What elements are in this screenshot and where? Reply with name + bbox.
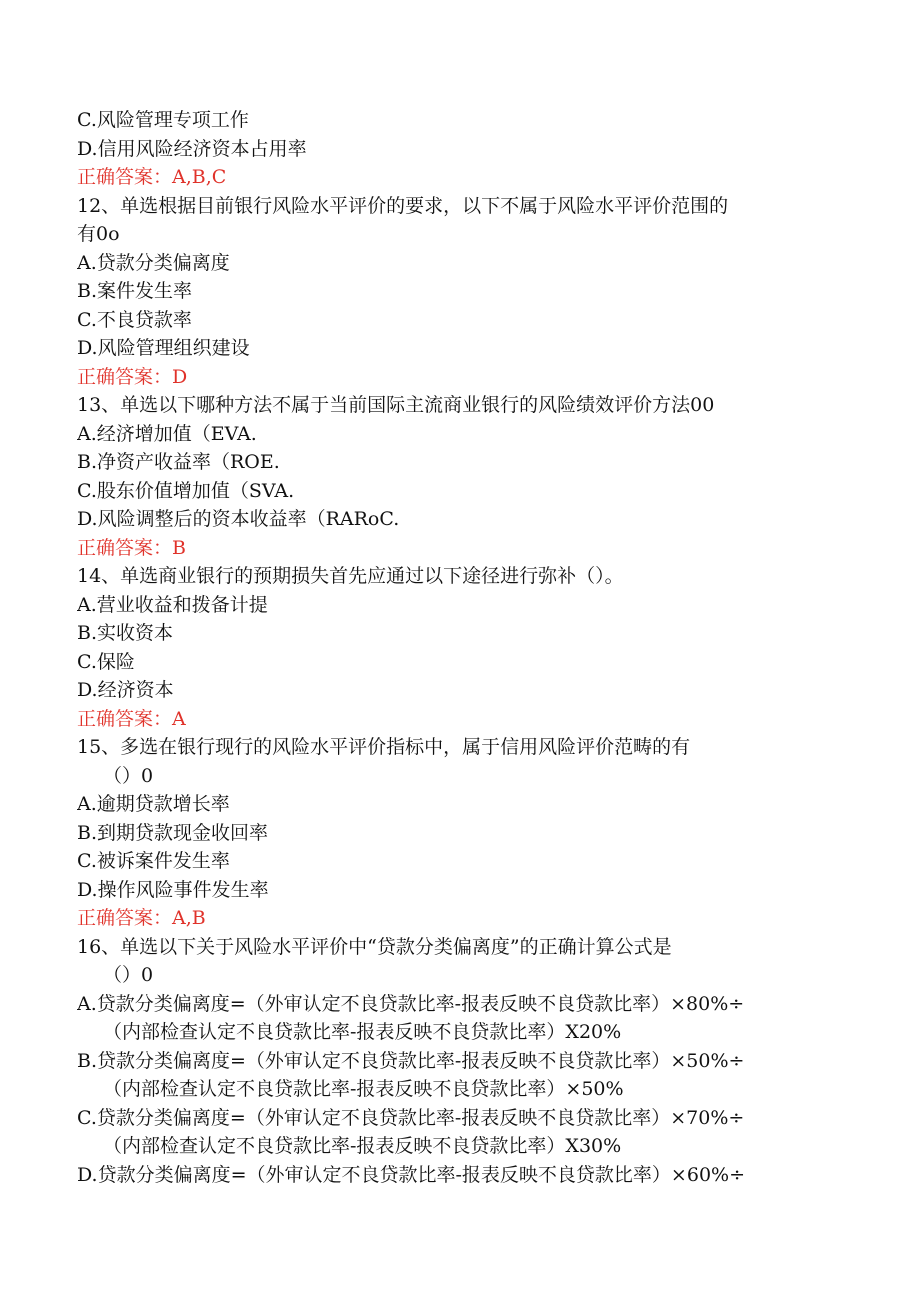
option-line: C.股东价值增加值（SVA. [77, 479, 295, 502]
option-line: B.实收资本 [77, 622, 174, 644]
option-line: A.贷款分类偏离度 [77, 251, 230, 274]
option-line: D.经济资本 [77, 679, 174, 701]
option-line: C.贷款分类偏离度=（外审认定不良贷款比率-报表反映不良贷款比率）×70%÷ [77, 1106, 745, 1129]
option-line: B.案件发生率 [77, 280, 193, 302]
option-line: D.贷款分类偏离度=（外审认定不良贷款比率-报表反映不良贷款比率）×60%÷ [77, 1163, 746, 1186]
question-line: 16、单选以下关于风险水平评价中“贷款分类偏离度”的正确计算公式是 [77, 935, 672, 958]
question-line: 15、多选在银行现行的风险水平评价指标中，属于信用风险评价范畴的有 [77, 736, 691, 758]
continuation-line: （）0 [103, 964, 154, 986]
continuation-line: （内部检查认定不良贷款比率-报表反映不良贷款比率）X30% [103, 1135, 622, 1157]
option-line: D.操作风险事件发生率 [77, 878, 269, 901]
option-line: D.风险调整后的资本收益率（RARoC. [77, 508, 400, 530]
answer-line: 正确答案：B [77, 536, 186, 559]
question-line: 14、单选商业银行的预期损失首先应通过以下途径进行弥补（）。 [77, 565, 624, 587]
option-line: A.营业收益和拨备计提 [77, 593, 268, 616]
continuation-line: （）0 [103, 764, 154, 787]
option-line: B.净资产收益率（ROE. [77, 451, 280, 473]
option-line: C.被诉案件发生率 [77, 850, 230, 872]
continuation-line: 有0o [77, 223, 120, 245]
option-line: C.不良贷款率 [77, 308, 192, 331]
question-line: 12、单选根据目前银行风险水平评价的要求，以下不属于风险水平评价范围的 [77, 194, 729, 217]
answer-line: 正确答案：A,B [77, 907, 206, 929]
continuation-line: （内部检查认定不良贷款比率-报表反映不良贷款比率）X20% [103, 1021, 622, 1043]
option-line: A.逾期贷款增长率 [77, 793, 230, 815]
option-line: D.信用风险经济资本占用率 [77, 137, 307, 160]
question-line: 13、单选以下哪种方法不属于当前国际主流商业银行的风险绩效评价方法00 [77, 394, 715, 416]
continuation-line: （内部检查认定不良贷款比率-报表反映不良贷款比率）×50% [103, 1078, 624, 1100]
option-line: B.贷款分类偏离度=（外审认定不良贷款比率-报表反映不良贷款比率）×50%÷ [77, 1049, 745, 1072]
option-line: C.风险管理专项工作 [77, 109, 249, 131]
option-line: C.保险 [77, 650, 135, 673]
option-line: A.经济增加值（EVA. [77, 422, 257, 445]
answer-line: 正确答案：A,B,C [77, 166, 227, 188]
option-line: D.风险管理组织建设 [77, 337, 250, 359]
answer-line: 正确答案：A [77, 707, 186, 730]
option-line: B.到期贷款现金收回率 [77, 821, 269, 844]
answer-line: 正确答案：D [77, 365, 188, 388]
option-line: A.贷款分类偏离度=（外审认定不良贷款比率-报表反映不良贷款比率）×80%÷ [77, 992, 745, 1015]
